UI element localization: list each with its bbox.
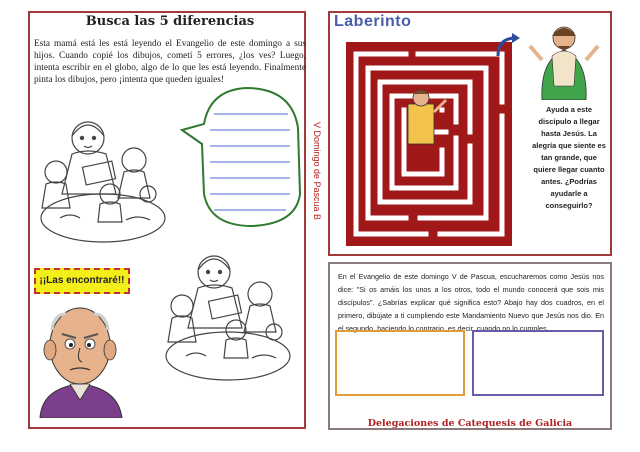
- old-man-illustration: [32, 300, 128, 418]
- maze-grid[interactable]: [346, 42, 512, 246]
- differences-instructions: Esta mamá está les está leyendo el Evangelio de este domingo a sus hijos. Cuando copié los dibujos, cometí 5 errores, ¿los ves? Luego, intenta escribir en el globo, algo de lo que les está leyendo. Finalmente pinta los dibujos, pero ¡intenta que queden iguales!: [34, 39, 306, 85]
- drawing-box-fulfilling[interactable]: [335, 330, 465, 396]
- maze-title: Laberinto: [334, 13, 412, 30]
- maze-instructions: Ayuda a este discípulo a llegar hasta Jesús. La alegría que siente es tan grande, que quiere llegar cuanto antes. ¿Podrías ayudarle a conseguirlo?: [532, 105, 606, 210]
- differences-title: Busca las 5 diferencias: [85, 14, 255, 29]
- found-badge: ¡¡Las encontraré!!: [34, 268, 130, 294]
- drawing-box-not-fulfilling[interactable]: [472, 330, 604, 396]
- footer-credit: Delegaciones de Catequesis de Galicia: [367, 418, 573, 429]
- jesus-figure: [528, 16, 600, 100]
- gospel-instructions: En el Evangelio de este domingo V de Pascua, escucharemos como Jesús nos dice: "Si os amáis los unos a los otros, todo el mundo conocerá que sois mis discípulos". ¿Sabrías explicar qué significa esto? Abajo hay dos cuadros, en el primero, dibújate a ti cumpliendo este Mandamiento Nuevo que Jesús nos dio. En el segundo, haciendo lo contrario, es decir, cuando no lo cumples.: [338, 272, 604, 333]
- family-reading-drawing-copy: [160, 244, 296, 384]
- speech-bubble: [180, 84, 306, 230]
- curved-arrow-icon: [492, 30, 524, 62]
- family-reading-drawing-original: [36, 108, 170, 246]
- sunday-vertical-label: V Domingo de Pascua B: [312, 121, 322, 221]
